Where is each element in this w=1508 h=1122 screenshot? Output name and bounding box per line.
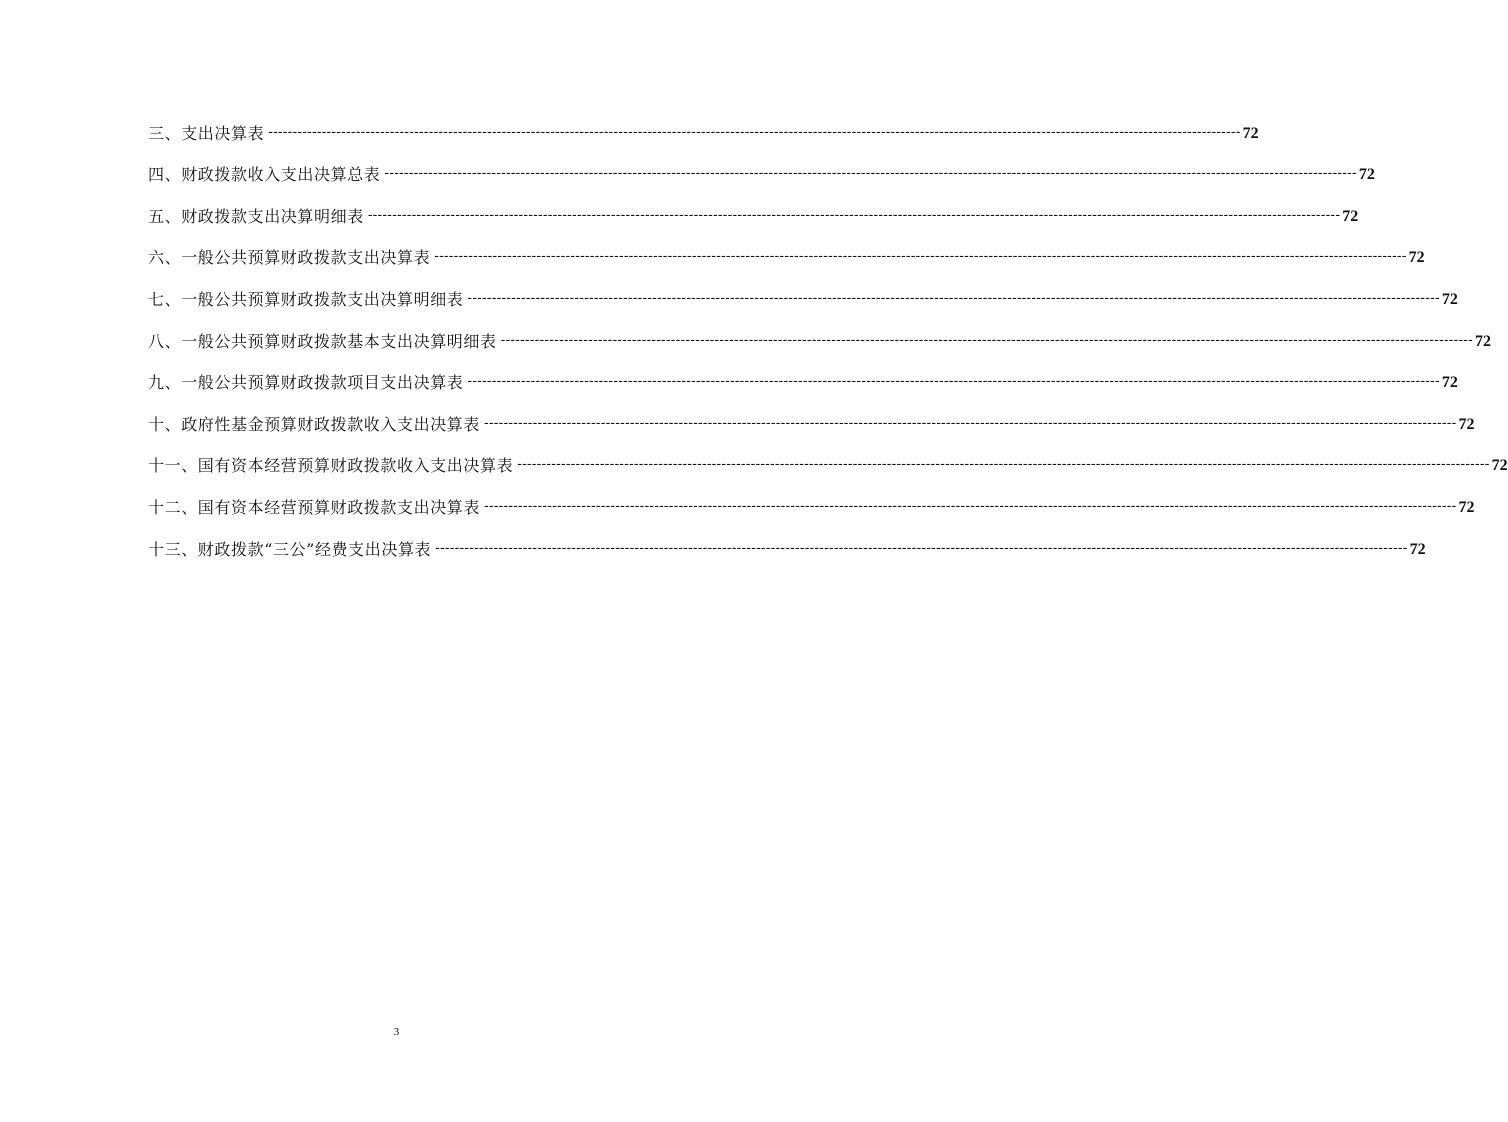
toc-dot-leader: -------------------------------------------------------------------------------------------------------------------------------------------------------------------------------------------------------- (384, 164, 1357, 181)
toc-entry-page: 72 (1458, 415, 1475, 433)
toc-dot-leader: -------------------------------------------------------------------------------------------------------------------------------------------------------------------------------------------------------- (467, 372, 1440, 389)
toc-entry-page: 72 (1409, 540, 1426, 558)
page-number: 3 (393, 1026, 400, 1038)
toc-entry-title: 四、财政拨款收入支出决算总表 (148, 165, 381, 185)
toc-entry[interactable] (148, 478, 1475, 520)
toc-entry-page: 72 (1441, 290, 1458, 308)
toc-entry-title: 五、财政拨款支出决算明细表 (148, 206, 364, 226)
toc-entry[interactable] (148, 270, 1458, 312)
toc-entry-page: 72 (1408, 249, 1425, 267)
toc-dot-leader: -------------------------------------------------------------------------------------------------------------------------------------------------------------------------------------------------------- (484, 413, 1457, 430)
toc-dot-leader: -------------------------------------------------------------------------------------------------------------------------------------------------------------------------------------------------------- (484, 496, 1457, 513)
toc-entry[interactable] (148, 187, 1359, 229)
toc-dot-leader: -------------------------------------------------------------------------------------------------------------------------------------------------------------------------------------------------------- (435, 538, 1408, 555)
toc-entry[interactable] (148, 354, 1458, 396)
toc-entry-page: 72 (1458, 498, 1475, 516)
table-of-contents (148, 104, 1508, 562)
toc-entry[interactable] (148, 229, 1425, 271)
toc-dot-leader: -------------------------------------------------------------------------------------------------------------------------------------------------------------------------------------------------------- (500, 330, 1474, 347)
toc-entry-title: 三、支出决算表 (148, 123, 265, 143)
toc-entry[interactable] (148, 104, 1259, 146)
toc-entry-page: 72 (1242, 124, 1259, 142)
toc-entry[interactable] (148, 146, 1375, 188)
toc-dot-leader: -------------------------------------------------------------------------------------------------------------------------------------------------------------------------------------------------------- (517, 455, 1490, 472)
toc-entry-page: 72 (1475, 332, 1492, 350)
toc-entry-title: 十三、财政拨款“三公”经费支出决算表 (148, 539, 432, 559)
toc-dot-leader: -------------------------------------------------------------------------------------------------------------------------------------------------------------------------------------------------------- (367, 205, 1341, 222)
toc-entry-page: 72 (1441, 374, 1458, 392)
toc-entry-title: 十二、国有资本经营预算财政拨款支出决算表 (148, 497, 481, 517)
toc-entry-title: 六、一般公共预算财政拨款支出决算表 (148, 248, 431, 268)
toc-entry-title: 十一、国有资本经营预算财政拨款收入支出决算表 (148, 456, 514, 476)
toc-entry[interactable] (148, 520, 1426, 562)
toc-entry[interactable] (148, 437, 1508, 479)
toc-dot-leader: -------------------------------------------------------------------------------------------------------------------------------------------------------------------------------------------------------- (268, 122, 1241, 139)
toc-entry-title: 八、一般公共预算财政拨款基本支出决算明细表 (148, 331, 497, 351)
toc-entry-title: 七、一般公共预算财政拨款支出决算明细表 (148, 289, 464, 309)
toc-entry[interactable] (148, 312, 1492, 354)
toc-dot-leader: -------------------------------------------------------------------------------------------------------------------------------------------------------------------------------------------------------- (434, 247, 1407, 264)
toc-entry[interactable] (148, 395, 1475, 437)
toc-entry-page: 72 (1342, 207, 1359, 225)
toc-entry-page: 72 (1491, 457, 1508, 475)
toc-entry-page: 72 (1358, 166, 1375, 184)
toc-entry-title: 十、政府性基金预算财政拨款收入支出决算表 (148, 414, 481, 434)
toc-entry-title: 九、一般公共预算财政拨款项目支出决算表 (148, 373, 464, 393)
toc-dot-leader: -------------------------------------------------------------------------------------------------------------------------------------------------------------------------------------------------------- (467, 288, 1440, 305)
